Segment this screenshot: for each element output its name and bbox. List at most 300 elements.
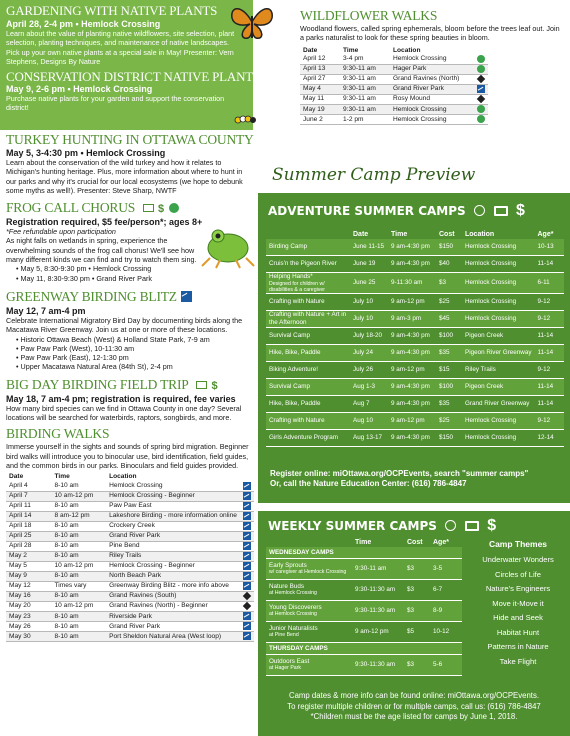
table-cell: Girls Adventure Program [266, 429, 350, 446]
table-cell: $35 [436, 344, 462, 361]
table-row [6, 521, 254, 531]
table-cell: Hemlock Crossing [462, 412, 535, 429]
table-cell: Survival Camp [266, 378, 350, 395]
gardening-desc: Learn about the value of planting native wildflowers, site selection, plant selection, planting techniques, and maintenance of native landscapes. Pick up your own native plants at a special sale in May! Presenter: Vern Stephens, Designs By Nature [6, 29, 235, 66]
table-cell: Hemlock Crossing - Beginner [106, 491, 240, 501]
col-header: Age* [537, 231, 554, 238]
table-cell: Helping Hands* Designed for children w/ disabilities & a caregiver [266, 273, 350, 294]
table-cell: Cruis'n the Pigeon River [266, 256, 350, 273]
table-cell: 10 am-12 pm [51, 561, 106, 571]
table-cell: 9 am-3 pm [388, 310, 436, 327]
table-cell: $150 [436, 239, 462, 256]
weekly-table [266, 539, 462, 676]
table-cell: 9-12 [535, 293, 565, 310]
col-header: Cost [439, 231, 455, 238]
table-row [6, 582, 254, 592]
col-header [266, 231, 350, 239]
difficult-trail-icon [243, 602, 251, 610]
bigday-desc: How many bird species can we find in Ottawa County in one day? Several locations will be searched for waterbirds, raptors, songbirds, and more. [6, 403, 242, 423]
table-cell: 10 am-12 pm [51, 491, 106, 501]
table-cell: Hemlock Crossing [462, 256, 535, 273]
table-cell: $3 [404, 601, 430, 622]
theme-item: Take Flight [499, 656, 537, 666]
table-cell: Nature Buds at Hemlock Crossing [266, 580, 352, 601]
trail-icon [243, 562, 251, 570]
table-cell: 10 am-12 pm [51, 602, 106, 612]
table-row [6, 501, 254, 511]
frog-desc: As night falls on wetlands in spring, experience the overwhelming sounds of the frog call chorus! We'll see how many different kinds we can find and try to watch them sing. [6, 236, 197, 265]
table-cell: 9:30-11:30 am [352, 655, 404, 676]
table-cell: July 10 [350, 293, 388, 310]
park-icon [169, 203, 179, 213]
table-cell: 9 am-12 pm [388, 361, 436, 378]
camp-row [266, 601, 462, 622]
col-header: Time [355, 539, 372, 546]
frog-item: • May 11, 8:30-9:30 pm • Grand River Park [16, 273, 152, 283]
park-icon [477, 65, 485, 73]
gardening-sub: April 28, 2-4 pm • Hemlock Crossing [6, 19, 161, 29]
divider [258, 503, 570, 511]
table-cell: 8-9 [430, 601, 462, 622]
table-cell: 9:30-11 am [340, 64, 390, 74]
table-cell: April 13 [300, 64, 340, 74]
trail-icon [243, 512, 251, 520]
table-cell: 9-11:30 am [388, 273, 436, 294]
theme-item: Hide and Seek [493, 613, 543, 622]
table-cell: 9:30-11 am [340, 95, 390, 105]
table-cell: May 9 [6, 571, 51, 581]
table-cell: Aug 10 [350, 412, 388, 429]
wildflower-desc: Woodland flowers, called spring ephemerals, bloom before the trees leaf out. Join a parks naturalist to look for these spring beauties in bloom. [300, 24, 560, 43]
summer-title: Summer Camp Preview [272, 165, 476, 185]
caterpillar-icon [234, 112, 256, 126]
greenway-item: • Paw Paw Park (West), 10-11:30 am [16, 343, 135, 353]
table-cell: April 28 [6, 541, 51, 551]
table-cell: Crafting with Nature + Art in the Afternoon [266, 310, 350, 327]
camp-row [266, 239, 564, 256]
camp-row [266, 412, 564, 429]
table-cell: Junior Naturalists at Pine Bend [266, 622, 352, 643]
camp-row [266, 327, 564, 344]
difficult-trail-icon [477, 75, 485, 83]
camp-row [266, 273, 564, 294]
table-cell: $15 [436, 361, 462, 378]
greenway-desc: Celebrate International Migratory Bird Day by documenting birds along the Macatawa River Greenway. Join us at one or more of these locations. [6, 315, 243, 335]
col-header: Location [465, 231, 495, 238]
table-cell: Hemlock Crossing [462, 239, 535, 256]
trail-icon [243, 522, 251, 530]
table-cell: 9:30-11 am [340, 85, 390, 95]
themes-box [470, 539, 566, 669]
table-cell: 10-13 [535, 239, 565, 256]
table-cell: Port Sheldon Natural Area (West loop) [106, 632, 240, 642]
table-row [6, 571, 254, 581]
table-cell: Crafting with Nature [266, 293, 350, 310]
table-cell: 9 am-4:30 pm [388, 256, 436, 273]
trail-icon [243, 582, 251, 590]
table-cell: May 4 [300, 85, 340, 95]
theme-item: Habitat Hunt [496, 627, 540, 637]
table-cell: 9 am-4:30 pm [388, 395, 436, 412]
col-header: Date [9, 473, 24, 481]
table-cell: May 19 [300, 105, 340, 115]
table-cell: Birding Camp [266, 239, 350, 256]
table-cell: May 20 [6, 602, 51, 612]
table-cell: 9:30-11 am [340, 105, 390, 115]
smiley-icon [474, 205, 485, 216]
table-cell: $3 [404, 655, 430, 676]
register-line: Or, call the Nature Education Center: (616) 786-4847 [270, 479, 467, 488]
table-cell: Crockery Creek [106, 521, 240, 531]
gardening-box [0, 0, 288, 130]
birdwalks-table [6, 473, 254, 642]
table-cell: 9 am-12 pm [388, 412, 436, 429]
table-cell: Pigeon Creek [462, 327, 535, 344]
table-cell: Rosy Mound [390, 95, 474, 105]
turkey-sub: May 5, 3-4:30 pm • Hemlock Crossing [6, 148, 166, 158]
table-cell: Paw Paw East [106, 501, 240, 511]
trail-icon [243, 632, 251, 640]
table-cell: June 2 [300, 115, 340, 125]
fee-icon: $ [487, 517, 497, 534]
table-cell: Hemlock Crossing [390, 55, 474, 65]
table-cell: June 11-15 [350, 239, 388, 256]
difficult-trail-icon [477, 95, 485, 103]
table-cell: May 5 [6, 561, 51, 571]
table-cell: Hemlock Crossing [462, 293, 535, 310]
table-cell: April 7 [6, 491, 51, 501]
table-cell: 11-14 [535, 395, 565, 412]
table-cell: Hemlock Crossing - Beginner [106, 561, 240, 571]
table-cell: 9:30-11 am [340, 74, 390, 84]
table-cell: North Beach Park [106, 571, 240, 581]
table-cell: April 27 [300, 74, 340, 84]
birdwalks-title: BIRDING WALKS [6, 426, 110, 442]
wildflower-table [300, 47, 488, 126]
frog-note: *Fee refundable upon participation [6, 227, 116, 237]
greenway-item: • Upper Macatawa Natural Area (84th St), 2-4 pm [16, 362, 173, 372]
table-cell: May 12 [6, 582, 51, 592]
trail-icon [243, 492, 251, 500]
table-cell: July 26 [350, 361, 388, 378]
table-cell: Riley Trails [106, 551, 240, 561]
table-cell: 9-12 [535, 310, 565, 327]
table-cell: 6-7 [430, 580, 462, 601]
table-cell: 9 am-4:30 pm [388, 429, 436, 446]
plantsale-desc: Purchase native plants for your garden and support the conservation district! [6, 94, 225, 113]
adventure-table [266, 231, 564, 447]
col-header: Location [109, 473, 137, 481]
table-cell: $3 [436, 273, 462, 294]
adventure-title: ADVENTURE SUMMER CAMPS [268, 204, 466, 218]
camp-row [266, 378, 564, 395]
table-cell: 9-12 [535, 361, 565, 378]
footer-line: *Children must be the age listed for camps by June 1, 2018. [310, 712, 518, 721]
camp-row [266, 622, 462, 643]
fee-icon: $ [211, 379, 218, 392]
table-cell: June 19 [350, 256, 388, 273]
table-row [300, 55, 488, 65]
table-cell: 8-10 am [51, 482, 106, 492]
wildflower-title: WILDFLOWER WALKS [300, 8, 438, 23]
table-cell: $150 [436, 429, 462, 446]
table-cell: 11-14 [535, 256, 565, 273]
bigday-title: BIG DAY BIRDING FIELD TRIP [6, 376, 189, 392]
wildflower-section [300, 8, 562, 125]
table-cell: May 2 [6, 551, 51, 561]
table-row [300, 95, 488, 105]
camp-row [266, 429, 564, 446]
table-row [6, 491, 254, 501]
online-registration-icon [494, 206, 508, 216]
table-row [6, 602, 254, 612]
greenway-item: • Paw Paw Park (East), 12-1:30 pm [16, 353, 129, 363]
register-line: Register online: miOttawa.org/OCPEvents, search "summer camps" [270, 469, 529, 478]
table-row [6, 511, 254, 521]
greenway-sub: May 12, 7 am-4 pm [6, 305, 86, 316]
camp-row [266, 293, 564, 310]
table-cell: Aug 7 [350, 395, 388, 412]
table-cell: 8-10 am [51, 501, 106, 511]
park-icon [477, 55, 485, 63]
table-cell: Riley Trails [462, 361, 535, 378]
table-row [300, 105, 488, 115]
table-row [6, 592, 254, 602]
table-cell: Grand River Greenway [462, 395, 535, 412]
table-row [300, 64, 488, 74]
table-cell: 9 am-12 pm [388, 293, 436, 310]
helping-note: Designed for children w/ disabilities & a caregiver [269, 280, 325, 293]
table-cell: 6-11 [535, 273, 565, 294]
table-row [6, 541, 254, 551]
table-cell: 8-10 am [51, 632, 106, 642]
trail-icon [243, 532, 251, 540]
table-cell: Hemlock Crossing [462, 273, 535, 294]
summer-camp-panel [258, 157, 570, 736]
frog-title: FROG CALL CHORUS [6, 200, 136, 216]
table-cell: $45 [436, 310, 462, 327]
table-cell: 11-14 [535, 378, 565, 395]
trail-icon [243, 542, 251, 550]
col-header: Date [353, 231, 369, 238]
table-cell: Grand River Park [390, 85, 474, 95]
table-cell: April 25 [6, 531, 51, 541]
table-cell: April 11 [6, 501, 51, 511]
frog-item: • May 5, 8:30-9:30 pm • Hemlock Crossing [16, 264, 152, 274]
table-row [300, 85, 488, 95]
table-cell: 1-2 pm [340, 115, 390, 125]
table-cell: Grand River Park [106, 531, 240, 541]
plantsale-title: CONSERVATION DISTRICT NATIVE PLANT SALE [6, 69, 288, 85]
table-cell: July 18-20 [350, 327, 388, 344]
birdwalks-desc: Immerse yourself in the sights and sounds of spring bird migration. Beginner bird walks will introduce you to binocular use, bird identification, field guides, and the common birds in our parks. Binoculars and field guides provided. [6, 442, 249, 470]
table-cell: April 4 [6, 482, 51, 492]
table-cell: $100 [436, 378, 462, 395]
trail-icon [243, 572, 251, 580]
table-cell: Pigeon River Greenway [462, 344, 535, 361]
camp-row [266, 344, 564, 361]
table-cell: 12-14 [535, 429, 565, 446]
table-row [6, 482, 254, 492]
table-cell: Hemlock Crossing [462, 310, 535, 327]
online-registration-icon [196, 381, 207, 389]
table-cell: Riverside Park [106, 612, 240, 622]
frog-image [200, 218, 256, 270]
table-cell: May 30 [6, 632, 51, 642]
table-cell: 5-6 [430, 655, 462, 676]
park-icon [477, 115, 485, 123]
table-cell: May 16 [6, 592, 51, 602]
plantsale-sub: May 9, 2-6 pm • Hemlock Crossing [6, 84, 153, 95]
trail-icon [243, 502, 251, 510]
table-cell: Hike, Bike, Paddle [266, 395, 350, 412]
trail-icon [243, 622, 251, 630]
summer-footer [258, 691, 570, 723]
theme-item: Nature's Engineers [485, 584, 551, 593]
table-cell: Hemlock Crossing [462, 429, 535, 446]
table-cell: June 25 [350, 273, 388, 294]
turkey-title: TURKEY HUNTING IN OTTAWA COUNTY [6, 132, 254, 147]
theme-item: Underwater Wonders [482, 555, 554, 564]
table-cell: April 12 [300, 55, 340, 65]
table-cell: Greenway Birding Blitz - more info above [106, 582, 240, 592]
table-cell: May 11 [300, 95, 340, 105]
left-column [6, 132, 254, 642]
gardening-title: GARDENING WITH NATIVE PLANTS [6, 3, 218, 18]
table-cell: 10-12 [430, 622, 462, 643]
table-cell: $5 [404, 622, 430, 643]
table-cell: July 24 [350, 344, 388, 361]
summer-header [258, 157, 570, 193]
table-cell: 9 am-4:30 pm [388, 239, 436, 256]
table-cell: 8-10 am [51, 521, 106, 531]
table-cell: April 14 [6, 511, 51, 521]
theme-item: Circles of Life [494, 569, 541, 579]
table-cell: 9 am-4:30 pm [388, 344, 436, 361]
col-header: Time [343, 46, 359, 54]
table-cell: 8-10 am [51, 622, 106, 632]
fee-icon: $ [516, 202, 525, 219]
trail-icon [243, 552, 251, 560]
table-cell: July 10 [350, 310, 388, 327]
camp-row [266, 310, 564, 327]
table-cell: May 23 [6, 612, 51, 622]
camp-row [266, 395, 564, 412]
trail-icon [243, 612, 251, 620]
table-cell: 8 am-12 pm [51, 511, 106, 521]
table-cell: 8-10 am [51, 571, 106, 581]
table-cell: 11-14 [535, 344, 565, 361]
theme-item: Move it-Move it [492, 598, 544, 608]
table-cell: 9:30-11:30 am [352, 601, 404, 622]
footer-line: Camp dates & more info can be found online: miOttawa.org/OCPEvents. [288, 691, 540, 700]
camp-group-label: THURSDAY CAMPS [266, 643, 462, 655]
table-cell: $3 [404, 559, 430, 580]
camp-group-label: WEDNESDAY CAMPS [266, 547, 462, 559]
table-cell: May 26 [6, 622, 51, 632]
turkey-desc: Learn about the conservation of the wild turkey and how it relates to Michigan's hunting heritage. Plus, more information about where to hunt in our parks and why it's crucial for our local ecosystems (we hope to debunk some myths as well!). Presenter: Steve Sharp, NWTF [6, 158, 243, 195]
table-cell: $100 [436, 327, 462, 344]
table-cell: Crafting with Nature [266, 412, 350, 429]
col-header: Location [393, 46, 421, 54]
camp-row [266, 580, 462, 601]
table-cell: 8-10 am [51, 592, 106, 602]
table-cell: 3-5 [430, 559, 462, 580]
table-cell: 9:30-11:30 am [352, 580, 404, 601]
col-header: Date [303, 46, 318, 54]
camp-row [266, 361, 564, 378]
table-cell: $35 [436, 395, 462, 412]
online-registration-icon [143, 204, 154, 212]
col-header: Time [391, 231, 408, 238]
table-cell: 9 am-4:30 pm [388, 378, 436, 395]
table-cell: Early Sprouts w/ caregiver at Hemlock Crossing [266, 559, 352, 580]
fee-icon: $ [157, 203, 165, 216]
themes-title: Camp Themes [488, 539, 548, 549]
table-cell: 9 am-12 pm [352, 622, 404, 643]
table-cell: 8-10 am [51, 541, 106, 551]
frog-sub: Registration required, $5 fee/person*; ages 8+ [6, 217, 203, 228]
table-row [6, 531, 254, 541]
table-cell: 8-10 am [51, 612, 106, 622]
register-info [270, 469, 528, 489]
table-cell: Hike, Bike, Paddle [266, 344, 350, 361]
table-cell: Outdoors East at Hager Park [266, 655, 352, 676]
greenway-title: GREENWAY BIRDING BLITZ [6, 288, 177, 304]
camp-row [266, 256, 564, 273]
table-cell: Survival Camp [266, 327, 350, 344]
table-row [6, 551, 254, 561]
col-header: Time [54, 473, 70, 481]
table-cell: Aug 13-17 [350, 429, 388, 446]
trail-icon [181, 291, 192, 302]
col-header: Age* [433, 539, 449, 546]
table-cell: Times vary [51, 582, 106, 592]
weekly-title: WEEKLY SUMMER CAMPS [268, 519, 437, 533]
butterfly-icon [228, 2, 276, 44]
table-cell: Grand Ravines (North) [390, 74, 474, 84]
footer-line: To register multiple children or for multiple camps, call us: (616) 786-4847 [287, 701, 541, 711]
table-cell: $40 [436, 256, 462, 273]
online-registration-icon [465, 521, 479, 531]
table-cell: Pigeon Creek [462, 378, 535, 395]
table-row [300, 115, 488, 125]
table-cell: $25 [436, 412, 462, 429]
table-cell: Grand Ravines (South) [106, 592, 240, 602]
table-row [6, 561, 254, 571]
table-cell: Grand River Park [106, 622, 240, 632]
smiley-icon [445, 520, 456, 531]
table-cell: Hemlock Crossing [390, 105, 474, 115]
table-cell: $25 [436, 293, 462, 310]
table-cell: 9-12 [535, 412, 565, 429]
table-cell: 8-10 am [51, 551, 106, 561]
trail-icon [243, 482, 251, 490]
table-cell: April 18 [6, 521, 51, 531]
camp-row [266, 655, 462, 676]
table-cell: Hager Park [390, 64, 474, 74]
trail-icon [477, 85, 485, 93]
table-cell: Young Discoverers at Hemlock Crossing [266, 601, 352, 622]
table-cell: 11-14 [535, 327, 565, 344]
table-cell: 9:30-11 am [352, 559, 404, 580]
table-cell: Pine Bend [106, 541, 240, 551]
table-cell: Biking Adventure! [266, 361, 350, 378]
table-row [300, 74, 488, 84]
table-cell: Grand Ravines (North) - Beginner [106, 602, 240, 612]
table-cell: Aug 1-3 [350, 378, 388, 395]
difficult-trail-icon [243, 592, 251, 600]
